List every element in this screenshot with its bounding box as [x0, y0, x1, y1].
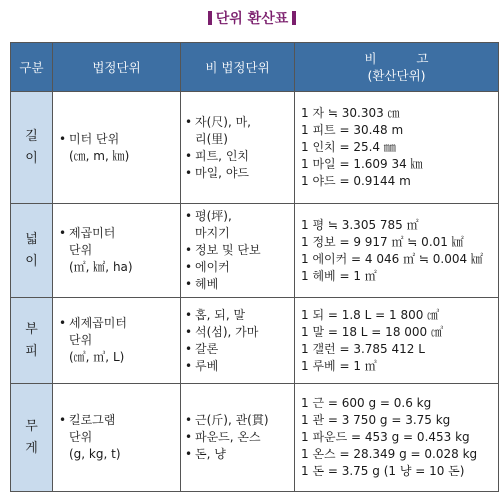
- remark-line: 1 피트 = 30.48 m: [301, 123, 404, 137]
- legal-unit-name: • 미터 단위: [59, 131, 180, 148]
- legal-unit-symbols: (㎡, ㎢, ha): [69, 260, 133, 274]
- header-remarks-title: 비 고: [364, 51, 429, 66]
- remarks-cell: [295, 204, 499, 298]
- unit-conversion-table: [10, 42, 499, 492]
- list-item: • 평(坪),: [185, 208, 294, 225]
- remark-line: 1 자 ≒ 30.303 ㎝: [301, 106, 400, 120]
- category-char: 이: [25, 253, 38, 269]
- legal-unit-symbols: (g, kg, t): [69, 447, 121, 461]
- category-cell: [11, 384, 53, 492]
- remark-line: 1 마일 = 1.609 34 ㎞: [301, 157, 423, 171]
- category-char: 부: [25, 321, 38, 337]
- category-char: 게: [25, 440, 38, 456]
- title-left-bar: [208, 11, 212, 25]
- remark-line: 1 정보 = 9 917 ㎡ ≒ 0.01 ㎢: [301, 234, 464, 249]
- remark-line: 1 근 = 600 g = 0.6 kg: [301, 396, 432, 410]
- remark-line: 1 돈 = 3.75 g (1 냥 = 10 돈): [301, 464, 465, 478]
- remark-line: 1 에이커 = 4 046 ㎡ ≒ 0.004 ㎢: [301, 251, 483, 266]
- remark-line: 1 평 ≒ 3.305 785 ㎡: [301, 217, 419, 232]
- legal-unit-cell: [53, 384, 181, 492]
- nonlegal-unit-cell: [181, 384, 295, 492]
- list-item: • 홉, 되, 말: [185, 307, 294, 324]
- list-item: • 마일, 야드: [185, 165, 294, 182]
- list-item: • 피트, 인치: [185, 148, 294, 165]
- list-item-continued: 마지기: [195, 226, 230, 240]
- header-category: 구분: [11, 43, 53, 92]
- header-remarks: [295, 43, 499, 92]
- category-cell: [11, 298, 53, 384]
- header-remarks-subtitle: (환산단위): [367, 68, 426, 83]
- header-nonlegal-unit: 비 법정단위: [181, 43, 295, 92]
- legal-unit-name: • 킬로그램: [59, 412, 180, 429]
- category-char: 이: [25, 150, 38, 166]
- list-item: • 헤베: [185, 276, 294, 293]
- legal-unit-name-continued: 단위: [69, 243, 93, 257]
- remark-line: 1 헤베 = 1 ㎡: [301, 268, 377, 283]
- table-row: [11, 298, 499, 384]
- category-char: 길: [25, 128, 38, 144]
- remarks-cell: [295, 92, 499, 204]
- legal-unit-cell: [53, 204, 181, 298]
- nonlegal-unit-cell: [181, 92, 295, 204]
- remark-line: 1 루베 = 1 ㎥: [301, 358, 377, 373]
- header-legal-unit: 법정단위: [53, 43, 181, 92]
- page-title: [0, 8, 504, 28]
- header-row: [11, 43, 499, 92]
- category-char: 넓: [25, 231, 38, 247]
- remark-line: 1 갤런 = 3.785 412 L: [301, 341, 425, 356]
- nonlegal-unit-cell: [181, 298, 295, 384]
- remarks-cell: [295, 298, 499, 384]
- remark-line: 1 파운드 = 453 g = 0.453 kg: [301, 430, 470, 444]
- table-row: [11, 92, 499, 204]
- list-item: • 자(尺), 마,: [185, 114, 294, 131]
- remark-line: 1 관 = 3 750 g = 3.75 kg: [301, 413, 451, 427]
- legal-unit-name: • 제곱미터: [59, 225, 180, 242]
- list-item: • 파운드, 온스: [185, 429, 294, 446]
- list-item: • 돈, 냥: [185, 446, 294, 463]
- category-char: 피: [25, 343, 38, 359]
- remarks-cell: [295, 384, 499, 492]
- legal-unit-name: • 세제곱미터: [59, 315, 180, 332]
- list-item: • 에이커: [185, 259, 294, 276]
- remark-line: 1 되 = 1.8 L = 1 800 ㎤: [301, 307, 440, 322]
- table-row: [11, 204, 499, 298]
- title-right-bar: [292, 11, 296, 25]
- list-item: • 근(斤), 관(貫): [185, 412, 294, 429]
- remark-line: 1 야드 = 0.9144 m: [301, 174, 411, 188]
- remark-line: 1 온스 = 28.349 g = 0.028 kg: [301, 447, 478, 461]
- nonlegal-unit-cell: [181, 204, 295, 298]
- category-char: 무: [25, 418, 38, 434]
- list-item-continued: 리(里): [195, 131, 228, 146]
- list-item: • 갈론: [185, 341, 294, 358]
- remark-line: 1 말 = 18 L = 18 000 ㎤: [301, 324, 443, 339]
- legal-unit-cell: [53, 298, 181, 384]
- list-item: • 루베: [185, 358, 294, 375]
- remark-line: 1 인치 = 25.4 ㎜: [301, 140, 396, 154]
- category-cell: [11, 204, 53, 298]
- legal-unit-symbols: (㎤, ㎥, L): [69, 350, 125, 364]
- table-row: [11, 384, 499, 492]
- list-item: • 정보 및 단보: [185, 242, 294, 259]
- legal-unit-cell: [53, 92, 181, 204]
- legal-unit-name-continued: 단위: [69, 333, 93, 347]
- title-text: 단위 환산표: [215, 11, 289, 27]
- list-item: • 석(섬), 가마: [185, 324, 294, 341]
- legal-unit-symbols: (㎝, m, ㎞): [69, 148, 130, 163]
- category-cell: [11, 92, 53, 204]
- legal-unit-name-continued: 단위: [69, 430, 93, 444]
